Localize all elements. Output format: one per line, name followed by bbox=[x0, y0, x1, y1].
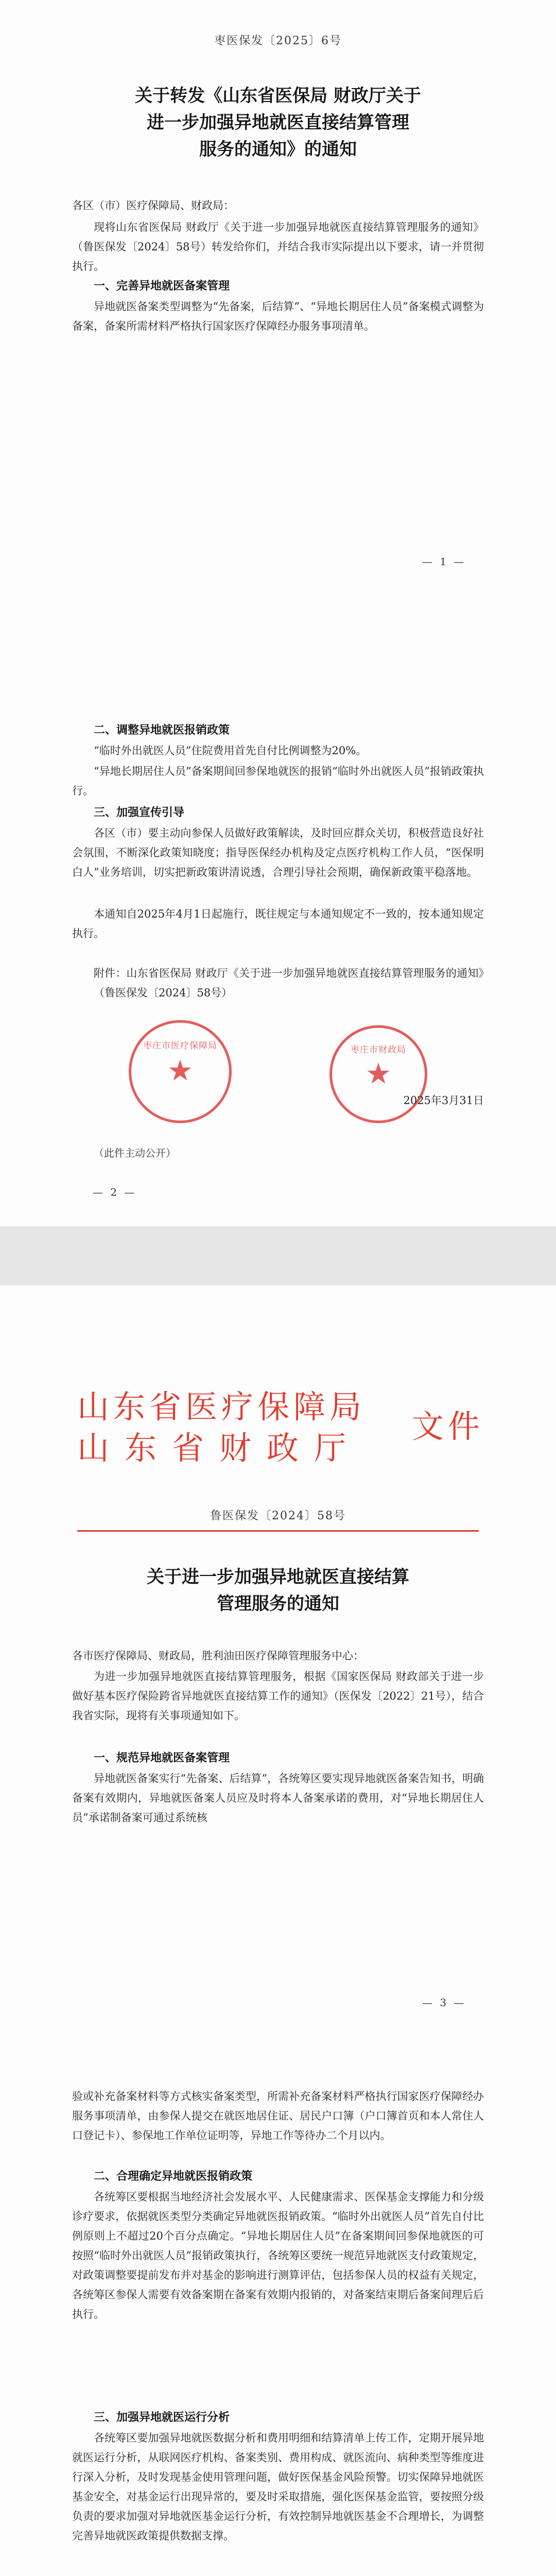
section-paragraph-3: 各统筹区要加强异地就医数据分析和费用明细和结算清单上传工作，定期开展异地就医运行分析，从联网医疗机构、备案类别、费用构成、就医流向、病种类型等维度进行深入分析，及时发现基金使用管理问题，做好医保基金风险预警。切实保障异地就医基金安全，对基金运行出现异常的，要及时采取措施，强化医保基金监管，要按照分级负责的要求加强对异地就医基金运行分析，有效控制异地就医基金不合理增长，为调整完善异地就医政策提供数据支撑。 bbox=[72, 2432, 484, 2542]
disclosure-note: （此件主动公开） bbox=[94, 1147, 176, 1159]
section-heading-3: 三、加强异地就医运行分析 bbox=[94, 2411, 230, 2424]
page-title-line-3: 服务的通知》的通知 bbox=[199, 139, 357, 160]
section-heading-1: 一、完善异地就医备案管理 bbox=[94, 279, 230, 293]
section-heading-3: 三、加强宣传引导 bbox=[94, 806, 185, 819]
section-heading-1: 一、规范异地就医备案管理 bbox=[94, 1751, 230, 1765]
page-title-line-2: 管理服务的通知 bbox=[217, 1594, 339, 1614]
section-paragraph-2a: “临时外出就医人员”住院费用首先自付比例调整为20%。 bbox=[94, 744, 367, 757]
official-seal-1: 枣庄市医疗保障局 ★ bbox=[129, 1020, 232, 1123]
doc-number: 枣医保发〔2025〕6号 bbox=[214, 35, 342, 47]
issue-date: 2025年3月31日 bbox=[403, 1094, 484, 1107]
red-header-line-2: 山东省财政厅 bbox=[77, 1429, 362, 1467]
page-4 bbox=[0, 2038, 556, 2576]
red-divider bbox=[77, 1530, 479, 1532]
page-title-line-1: 关于进一步加强异地就医直接结算 bbox=[147, 1567, 409, 1587]
section-paragraph-1-continued: 验或补充备案材料等方式核实备案类型，所需补充备案材料严格执行国家医疗保障经办服务事项清单，由参保人提交在就医地居住证、居民户口簿（户口簿首页和本人常住人口登记卡）、参保地工作单位证明等，异地工作等待办二个月以内。 bbox=[72, 2090, 484, 2142]
page-number: — 2 — bbox=[93, 1186, 137, 1198]
attachment-note: 附件：山东省医保局 财政厅《关于进一步加强异地就医直接结算管理服务的通知》（鲁医保发〔2024〕58号） bbox=[94, 967, 484, 999]
page-2 bbox=[0, 613, 556, 1226]
page-1 bbox=[0, 0, 556, 613]
page-title-line-2: 进一步加强异地就医直接结算管理 bbox=[147, 112, 409, 133]
red-header-line-1: 山东省医疗保障局 bbox=[77, 1388, 366, 1426]
page-number: — 3 — bbox=[422, 1996, 466, 2009]
section-paragraph-1: 异地就医备案实行“先备案、后结算”，各统筹区要实现异地就医备案告知书，明确备案有效期内，异地就医备案人员应及时将本人备案承诺的费用，对“异地长期居住人员”承诺制备案可通过系统核 bbox=[72, 1772, 484, 1824]
section-paragraph-2b: “异地长期居住人员”备案期间回参保地就医的报销“临时外出就医人员”报销政策执行。 bbox=[72, 765, 484, 797]
red-header-suffix: 文件 bbox=[412, 1408, 484, 1445]
section-paragraph-2: 各统筹区要根据当地经济社会发展水平、人民健康需求、医保基金支撑能力和分级诊疗要求，依据就医类型分类确定异地就医报销政策。“临时外出就医人员”首先自付比例原则上不超过20个百分点确定。“异地长期居住人员”在备案期间回参保地就医的可按照“临时外出就医人员”报销政策执行，各统筹区要统一规范异地就医支付政策规定，对政策调整要提前发布并对基金的影响进行测算评估，包括参保人员的权益有关规定，各统筹区参保人需要有效备案期在备案有效期内报销的，对备案结束期后备案间理后后执行。 bbox=[72, 2191, 484, 2320]
page-3 bbox=[0, 1285, 556, 2038]
addressee: 各市医疗保障局、财政局，胜利油田医疗保障管理服务中心： bbox=[72, 1650, 364, 1662]
section-paragraph-3: 各区（市）要主动向参保人员做好政策解读，及时回应群众关切，积极营造良好社会氛围，不断深化政策知晓度；指导医保经办机构及定点医疗机构工作人员，“医保明白人”业务培训，切实把新政策讲清说透，合理引导社会预期，确保新政策平稳落地。 bbox=[72, 827, 484, 878]
section-heading-2: 二、合理确定异地就医报销政策 bbox=[94, 2170, 253, 2183]
addressee: 各区（市）医疗保障局、财政局： bbox=[72, 199, 234, 212]
section-paragraph-1: 异地就医备案类型调整为“先备案，后结算”、“异地长期居住人员”备案模式调整为备案，备案所需材料严格执行国家医疗保障经办服务事项清单。 bbox=[72, 300, 484, 332]
page-title-line-1: 关于转发《山东省医保局 财政厅关于 bbox=[135, 86, 421, 106]
page-gap bbox=[0, 1226, 556, 1285]
doc-number: 鲁医保发〔2024〕58号 bbox=[210, 1510, 346, 1522]
official-seal-2: 枣庄市财政局 ★ bbox=[329, 1025, 427, 1123]
intro-paragraph: 现将山东省医保局 财政厅《关于进一步加强异地就医直接结算管理服务的通知》（鲁医保发〔2024〕58号）转发给你们，并结合我市实际提出以下要求，请一并贯彻执行。 bbox=[72, 221, 484, 273]
intro-paragraph: 为进一步加强异地就医直接结算管理服务，根据《国家医保局 财政部关于进一步做好基本医疗保险跨省异地就医直接结算工作的通知》（医保发〔2022〕21号），结合我省实际，现将有关事项通知如下。 bbox=[72, 1670, 484, 1722]
effective-date-paragraph: 本通知自2025年4月1日起施行，既往规定与本通知规定不一致的，按本通知规定执行。 bbox=[72, 908, 484, 940]
section-heading-2: 二、调整异地就医报销政策 bbox=[94, 723, 230, 737]
page-number: — 1 — bbox=[422, 555, 466, 568]
